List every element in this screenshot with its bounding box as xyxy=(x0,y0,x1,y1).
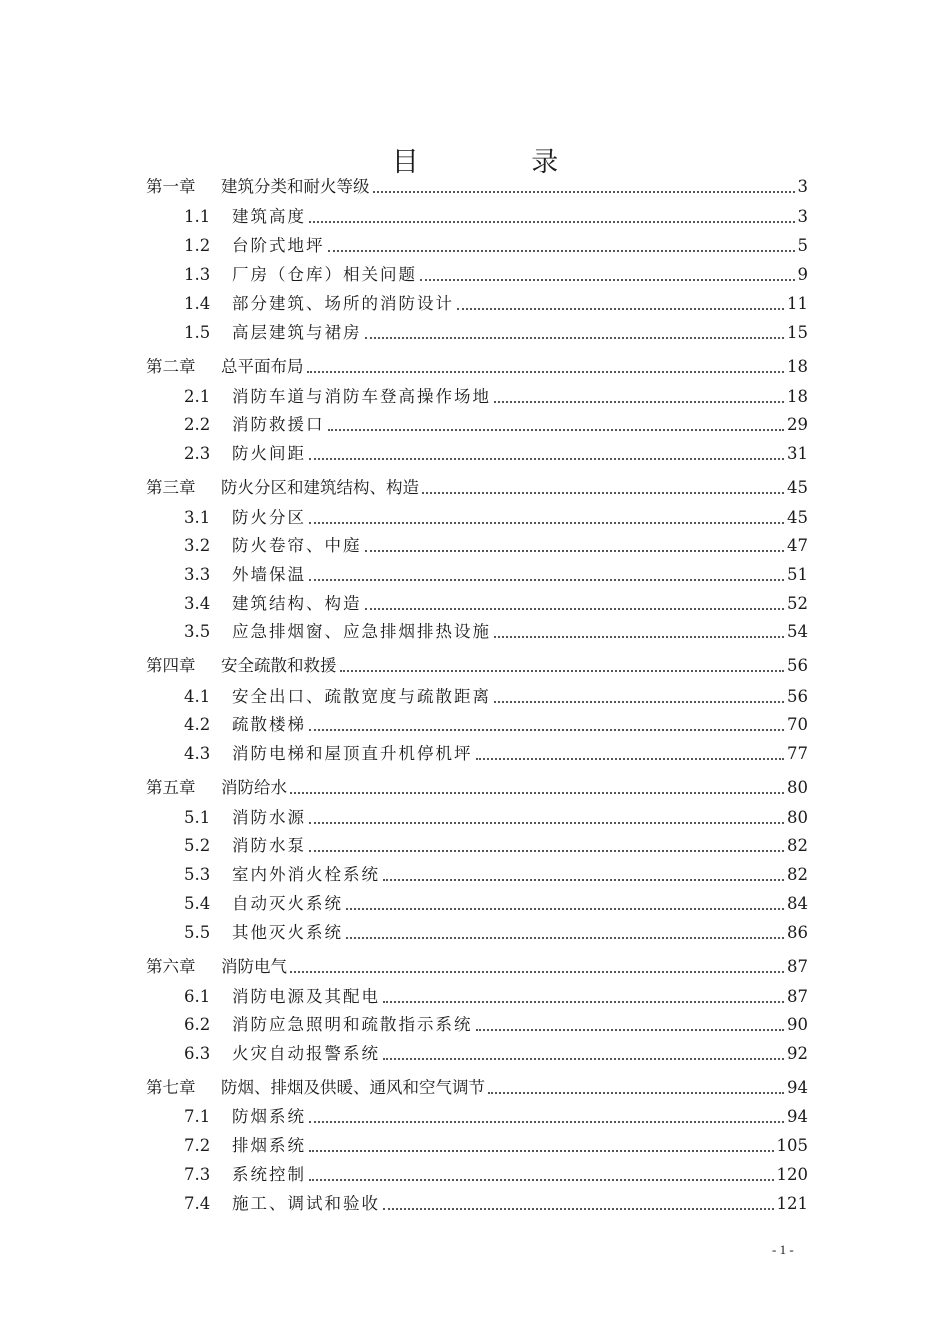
entry-number: 6.1 xyxy=(184,987,211,1006)
dot-leader xyxy=(309,579,784,581)
entry-title: 防烟、排烟及供暖、通风和空气调节 xyxy=(221,1078,485,1097)
entry-page-number: 92 xyxy=(787,1044,808,1063)
entry-page-number: 87 xyxy=(787,987,808,1006)
entry-title: 消防救援口 xyxy=(232,415,325,434)
entry-number: 1.2 xyxy=(184,236,211,255)
entry-title: 安全出口、疏散宽度与疏散距离 xyxy=(232,687,491,706)
entry-number: 5.5 xyxy=(184,923,211,942)
dot-leader xyxy=(328,429,785,431)
entry-number: 4.1 xyxy=(184,687,211,706)
dot-leader xyxy=(309,729,784,731)
entry-page-number: 31 xyxy=(787,444,808,463)
entry-page-number: 82 xyxy=(787,836,808,855)
entry-page-number: 84 xyxy=(787,894,808,913)
page-number-footer: - 1 - xyxy=(772,1242,794,1257)
entry-title: 消防电源及其配电 xyxy=(232,987,380,1006)
dot-leader xyxy=(309,1121,784,1123)
dot-leader xyxy=(494,401,784,403)
dot-leader xyxy=(373,191,795,193)
entry-page-number: 45 xyxy=(787,508,808,527)
toc-section-entry[interactable] xyxy=(184,1133,808,1159)
dot-leader xyxy=(290,971,784,973)
entry-number: 第三章 xyxy=(146,478,196,497)
dot-leader xyxy=(309,522,784,524)
toc-section-entry[interactable] xyxy=(184,833,808,859)
entry-number: 第四章 xyxy=(146,656,196,675)
dot-leader xyxy=(309,1150,774,1152)
entry-page-number: 47 xyxy=(787,536,808,555)
dot-leader xyxy=(346,937,784,939)
entry-page-number: 45 xyxy=(787,478,808,497)
dot-leader xyxy=(307,371,785,373)
toc-section-entry[interactable] xyxy=(184,505,808,531)
dot-leader xyxy=(309,822,784,824)
toc-section-entry[interactable] xyxy=(184,320,808,346)
entry-page-number: 120 xyxy=(776,1165,808,1184)
entry-number: 6.3 xyxy=(184,1044,211,1063)
entry-title: 总平面布局 xyxy=(221,357,304,376)
entry-number: 3.4 xyxy=(184,594,211,613)
entry-page-number: 94 xyxy=(787,1107,808,1126)
entry-title: 消防水源 xyxy=(232,808,306,827)
entry-page-number: 121 xyxy=(776,1194,808,1213)
toc-section-entry[interactable] xyxy=(184,984,808,1010)
entry-number: 1.1 xyxy=(184,207,211,226)
entry-number: 第七章 xyxy=(146,1078,196,1097)
dot-leader xyxy=(346,908,784,910)
entry-title: 防火卷帘、中庭 xyxy=(232,536,362,555)
dot-leader xyxy=(476,1029,785,1031)
toc-chapter-entry[interactable] xyxy=(146,954,808,980)
entry-title: 施工、调试和验收 xyxy=(232,1194,380,1213)
toc-section-entry[interactable] xyxy=(184,1191,808,1217)
entry-number: 第六章 xyxy=(146,957,196,976)
toc-section-entry[interactable] xyxy=(184,1041,808,1067)
toc-section-entry[interactable] xyxy=(184,1104,808,1130)
entry-page-number: 3 xyxy=(797,207,808,226)
entry-title: 建筑高度 xyxy=(232,207,306,226)
entry-title: 系统控制 xyxy=(232,1165,306,1184)
entry-page-number: 9 xyxy=(797,265,808,284)
entry-title: 应急排烟窗、应急排烟排热设施 xyxy=(232,622,491,641)
entry-title: 疏散楼梯 xyxy=(232,715,306,734)
entry-title: 外墙保温 xyxy=(232,565,306,584)
entry-page-number: 3 xyxy=(797,177,808,196)
entry-title: 厂房（仓库）相关问题 xyxy=(232,265,417,284)
entry-page-number: 90 xyxy=(787,1015,808,1034)
entry-title: 防烟系统 xyxy=(232,1107,306,1126)
toc-section-entry[interactable] xyxy=(184,891,808,917)
entry-number: 3.2 xyxy=(184,536,211,555)
entry-title: 防火分区和建筑结构、构造 xyxy=(221,478,419,497)
entry-number: 2.3 xyxy=(184,444,211,463)
entry-number: 7.4 xyxy=(184,1194,211,1213)
entry-title: 消防电梯和屋顶直升机停机坪 xyxy=(232,744,473,763)
dot-leader xyxy=(476,758,785,760)
entry-title: 其他灭火系统 xyxy=(232,923,343,942)
entry-number: 3.1 xyxy=(184,508,211,527)
entry-number: 1.5 xyxy=(184,323,211,342)
toc-section-entry[interactable] xyxy=(184,741,808,767)
entry-title: 防火分区 xyxy=(232,508,306,527)
toc-section-entry[interactable] xyxy=(184,441,808,467)
entry-page-number: 18 xyxy=(787,357,808,376)
toc-section-entry[interactable] xyxy=(184,291,808,317)
entry-number: 5.1 xyxy=(184,808,211,827)
toc-section-entry[interactable] xyxy=(184,233,808,259)
entry-page-number: 54 xyxy=(787,622,808,641)
entry-number: 1.3 xyxy=(184,265,211,284)
entry-number: 3.3 xyxy=(184,565,211,584)
toc-chapter-entry[interactable] xyxy=(146,475,808,501)
toc-section-entry[interactable] xyxy=(184,262,808,288)
toc-chapter-entry[interactable] xyxy=(146,354,808,380)
entry-title: 消防电气 xyxy=(221,957,287,976)
dot-leader xyxy=(422,492,784,494)
toc-section-entry[interactable] xyxy=(184,619,808,645)
toc-chapter-entry[interactable] xyxy=(146,775,808,801)
dot-leader xyxy=(365,608,785,610)
entry-title: 消防给水 xyxy=(221,778,287,797)
entry-title: 自动灭火系统 xyxy=(232,894,343,913)
dot-leader xyxy=(365,337,785,339)
toc-section-entry[interactable] xyxy=(184,1012,808,1038)
toc-section-entry[interactable] xyxy=(184,805,808,831)
entry-title: 安全疏散和救援 xyxy=(221,656,337,675)
entry-number: 第五章 xyxy=(146,778,196,797)
dot-leader xyxy=(383,879,784,881)
toc-chapter-entry[interactable] xyxy=(146,1075,808,1101)
entry-title: 台阶式地坪 xyxy=(232,236,325,255)
toc-section-entry[interactable] xyxy=(184,920,808,946)
entry-number: 5.3 xyxy=(184,865,211,884)
dot-leader xyxy=(309,1179,774,1181)
dot-leader xyxy=(488,1092,784,1094)
dot-leader xyxy=(309,458,784,460)
toc-section-entry[interactable] xyxy=(184,591,808,617)
entry-number: 7.2 xyxy=(184,1136,211,1155)
entry-number: 4.2 xyxy=(184,715,211,734)
entry-title: 消防应急照明和疏散指示系统 xyxy=(232,1015,473,1034)
entry-page-number: 51 xyxy=(787,565,808,584)
entry-title: 火灾自动报警系统 xyxy=(232,1044,380,1063)
entry-page-number: 82 xyxy=(787,865,808,884)
entry-page-number: 87 xyxy=(787,957,808,976)
entry-page-number: 105 xyxy=(776,1136,808,1155)
entry-title: 防火间距 xyxy=(232,444,306,463)
entry-page-number: 77 xyxy=(787,744,808,763)
entry-page-number: 80 xyxy=(787,778,808,797)
dot-leader xyxy=(309,850,784,852)
toc-section-entry[interactable] xyxy=(184,384,808,410)
entry-page-number: 70 xyxy=(787,715,808,734)
entry-number: 2.2 xyxy=(184,415,211,434)
entry-page-number: 15 xyxy=(787,323,808,342)
entry-page-number: 56 xyxy=(787,687,808,706)
toc-chapter-entry[interactable] xyxy=(146,174,808,200)
toc-section-entry[interactable] xyxy=(184,562,808,588)
entry-number: 7.1 xyxy=(184,1107,211,1126)
toc-section-entry[interactable] xyxy=(184,862,808,888)
entry-page-number: 18 xyxy=(787,387,808,406)
entry-page-number: 52 xyxy=(787,594,808,613)
dot-leader xyxy=(290,792,784,794)
dot-leader xyxy=(383,1208,774,1210)
entry-title: 部分建筑、场所的消防设计 xyxy=(232,294,454,313)
entry-number: 第一章 xyxy=(146,177,196,196)
entry-title: 消防水泵 xyxy=(232,836,306,855)
toc-section-entry[interactable] xyxy=(184,412,808,438)
entry-number: 第二章 xyxy=(146,357,196,376)
toc-section-entry[interactable] xyxy=(184,1162,808,1188)
entry-page-number: 29 xyxy=(787,415,808,434)
dot-leader xyxy=(328,250,795,252)
entry-number: 5.2 xyxy=(184,836,211,855)
entry-page-number: 5 xyxy=(797,236,808,255)
entry-number: 7.3 xyxy=(184,1165,211,1184)
dot-leader xyxy=(309,221,795,223)
entry-page-number: 56 xyxy=(787,656,808,675)
toc-chapter-entry[interactable] xyxy=(146,653,808,679)
toc-section-entry[interactable] xyxy=(184,712,808,738)
dot-leader xyxy=(365,550,785,552)
entry-title: 建筑结构、构造 xyxy=(232,594,362,613)
entry-page-number: 80 xyxy=(787,808,808,827)
entry-number: 1.4 xyxy=(184,294,211,313)
entry-title: 排烟系统 xyxy=(232,1136,306,1155)
entry-number: 6.2 xyxy=(184,1015,211,1034)
entry-page-number: 94 xyxy=(787,1078,808,1097)
dot-leader xyxy=(383,1001,784,1003)
toc-section-entry[interactable] xyxy=(184,204,808,230)
entry-number: 3.5 xyxy=(184,622,211,641)
dot-leader xyxy=(494,636,784,638)
dot-leader xyxy=(457,308,784,310)
entry-page-number: 11 xyxy=(787,294,808,313)
entry-number: 5.4 xyxy=(184,894,211,913)
entry-title: 建筑分类和耐火等级 xyxy=(221,177,370,196)
toc-section-entry[interactable] xyxy=(184,533,808,559)
toc-section-entry[interactable] xyxy=(184,684,808,710)
entry-number: 4.3 xyxy=(184,744,211,763)
dot-leader xyxy=(420,279,795,281)
dot-leader xyxy=(494,701,784,703)
entry-page-number: 86 xyxy=(787,923,808,942)
page-title: 目 录 xyxy=(391,147,611,179)
entry-title: 室内外消火栓系统 xyxy=(232,865,380,884)
entry-title: 高层建筑与裙房 xyxy=(232,323,362,342)
entry-title: 消防车道与消防车登高操作场地 xyxy=(232,387,491,406)
dot-leader xyxy=(383,1058,784,1060)
entry-number: 2.1 xyxy=(184,387,211,406)
dot-leader xyxy=(340,670,785,672)
